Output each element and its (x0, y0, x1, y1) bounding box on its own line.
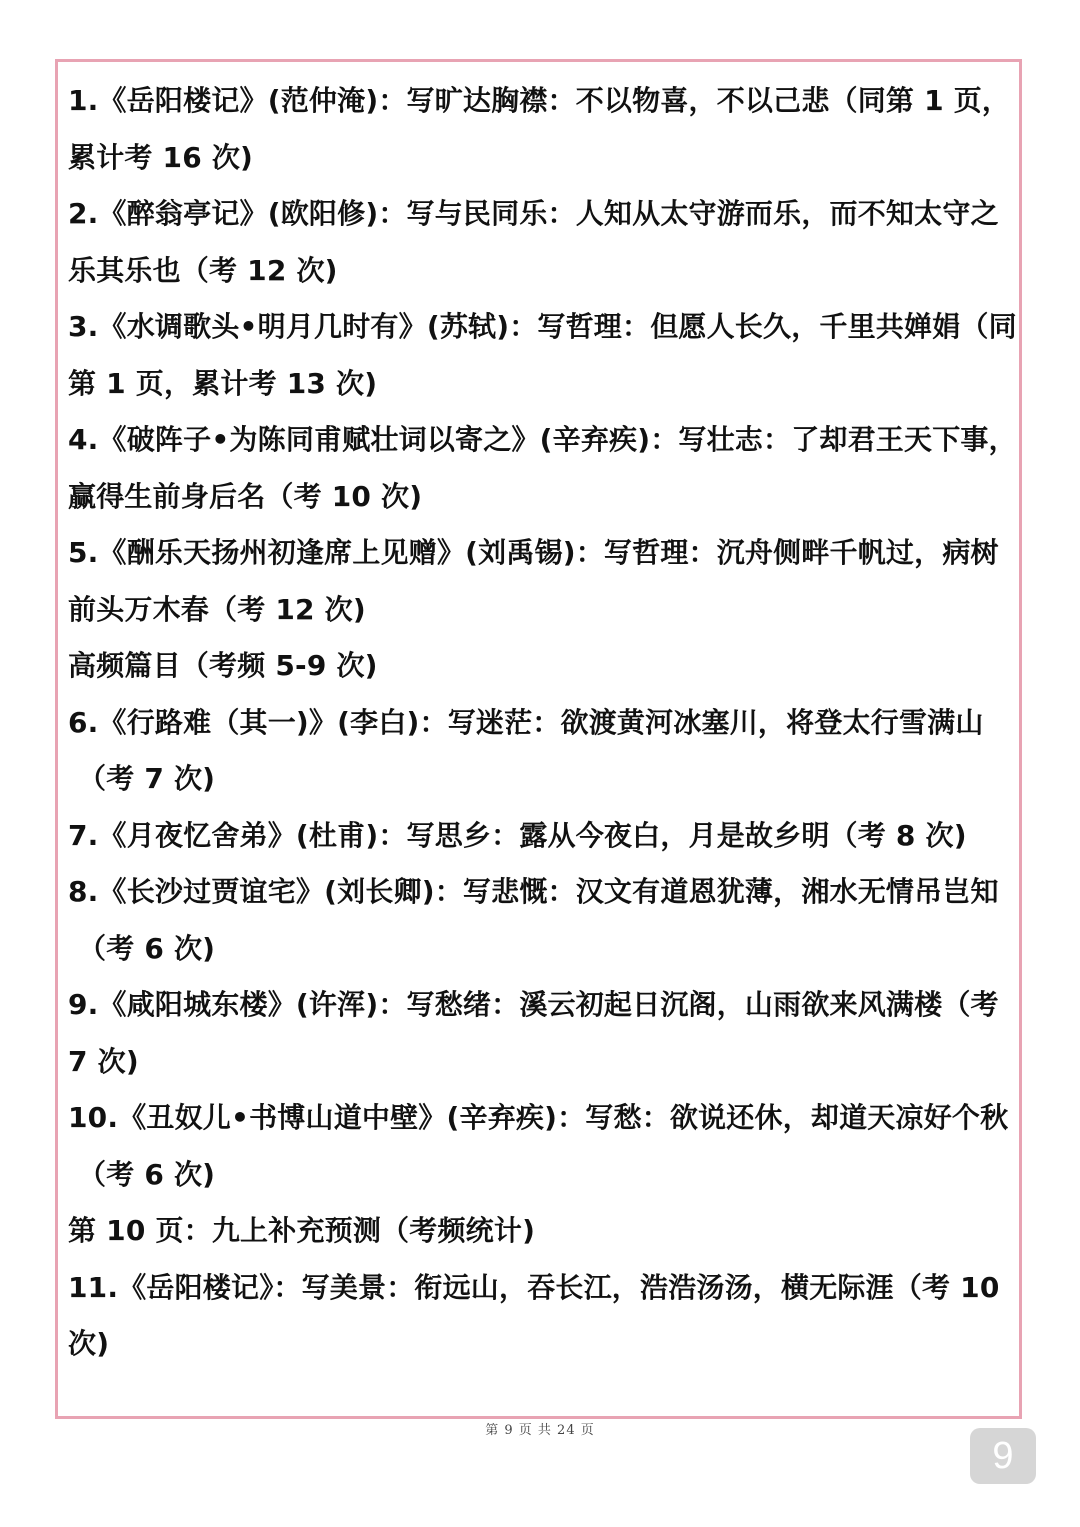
text-line: 2.《醉翁亭记》(欧阳修)：写与民同乐：人知从太守游而乐，而不知太守之 (68, 197, 999, 230)
text-line: 赢得生前身后名（考 10 次) (68, 479, 423, 513)
text-line: 累计考 16 次) (68, 140, 254, 174)
text-line: 次) (68, 1327, 110, 1360)
text-line: 3.《水调歌头•明月几时有》(苏轼)：写哲理：但愿人长久，千里共婵娟（同 (68, 310, 1017, 343)
text-line: 6.《行路难（其一)》(李白)：写迷茫：欲渡黄河冰塞川，将登太行雪满山 (68, 705, 984, 739)
page-footer: 第 9 页 共 24 页 (485, 1423, 595, 1438)
section-heading: 高频篇目（考频 5-9 次) (68, 649, 378, 682)
text-line: （考 6 次) (78, 1157, 216, 1191)
text-line: 8.《长沙过贾谊宅》(刘长卿)：写悲慨：汉文有道恩犹薄，湘水无情吊岂知 (68, 875, 999, 908)
text-line: 9.《咸阳城东楼》(许浑)：写愁绪：溪云初起日沉阁，山雨欲来风满楼（考 (68, 988, 999, 1021)
text-line: （考 6 次) (78, 931, 216, 965)
text-line: 第 1 页，累计考 13 次) (68, 366, 378, 400)
text-line: 10.《丑奴儿•书博山道中壁》(辛弃疾)：写愁：欲说还休，却道天凉好个秋 (68, 1101, 1009, 1134)
text-line: 乐其乐也（考 12 次) (68, 253, 338, 287)
page-frame (55, 59, 1022, 1419)
text-line: 4.《破阵子•为陈同甫赋壮词以寄之》(辛弃疾)：写壮志：了却君王天下事， (68, 423, 1017, 456)
text-line: 前头万木春（考 12 次) (68, 592, 366, 626)
text-line: 11.《岳阳楼记》：写美景：衔远山，吞长江，浩浩汤汤，横无际涯（考 10 (68, 1270, 1000, 1304)
content-list (68, 73, 1017, 1373)
text-line: 1.《岳阳楼记》(范仲淹)：写旷达胸襟：不以物喜，不以己悲（同第 1 页， (68, 84, 1011, 117)
text-line: 5.《酬乐天扬州初逢席上见赠》(刘禹锡)：写哲理：沉舟侧畔千帆过，病树 (68, 536, 999, 569)
text-line: 7 次) (68, 1044, 139, 1078)
text-line: 7.《月夜忆舍弟》(杜甫)：写思乡：露从今夜白，月是故乡明（考 8 次) (68, 818, 967, 852)
section-heading: 第 10 页：九上补充预测（考频统计) (68, 1214, 536, 1247)
text-line: （考 7 次) (78, 762, 216, 795)
page-number-badge: 9 (970, 1428, 1036, 1484)
